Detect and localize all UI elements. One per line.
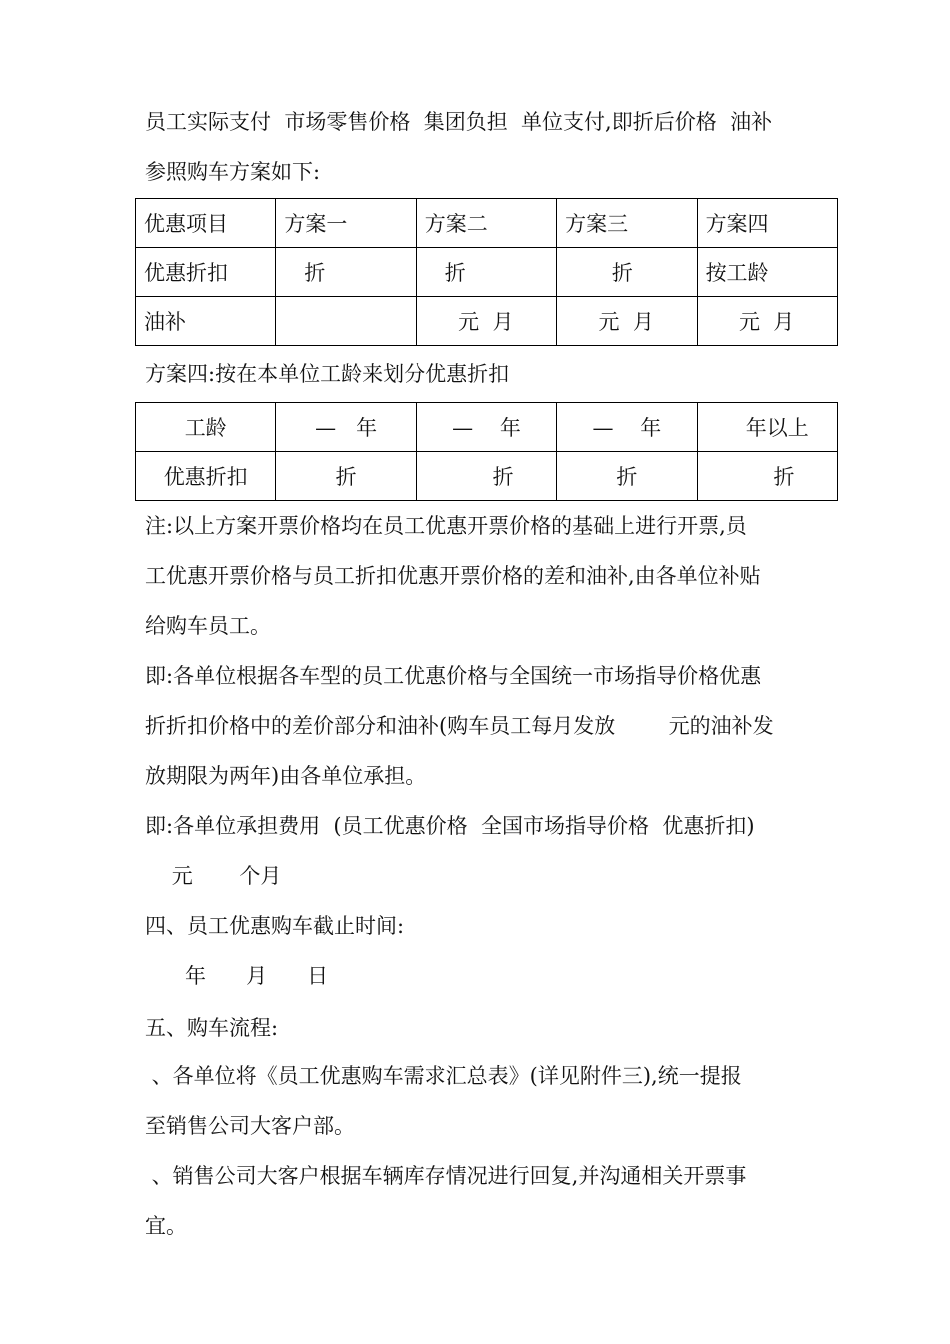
table-cell: 折 xyxy=(276,248,416,297)
note-line-3: 给购车员工。 xyxy=(145,614,271,638)
table-cell: 方案一 xyxy=(276,199,416,248)
table-cell: 方案二 xyxy=(416,199,556,248)
table-cell: — 年 xyxy=(276,403,416,452)
table-cell: 元 月 xyxy=(416,297,556,346)
table-cell: 按工龄 xyxy=(697,248,837,297)
table-cell: — 年 xyxy=(557,403,697,452)
table-cell: 折 xyxy=(697,452,837,501)
table-row xyxy=(136,248,838,297)
table-cell: 折 xyxy=(557,248,697,297)
table-cell: 元 月 xyxy=(697,297,837,346)
paragraph-line: 即:各单位承担费用 (员工优惠价格 全国市场指导价格 优惠折扣) xyxy=(145,814,755,838)
table-cell: 优惠折扣 xyxy=(136,248,276,297)
table-cell: — 年 xyxy=(416,403,556,452)
note-line-2: 工优惠开票价格与员工折扣优惠开票价格的差和油补,由各单位补贴 xyxy=(145,564,761,588)
process-step-1-cont: 至销售公司大客户部。 xyxy=(145,1114,355,1138)
table-row xyxy=(136,403,838,452)
paragraph-line: 放期限为两年)由各单位承担。 xyxy=(145,764,427,788)
table-cell: 年以上 xyxy=(697,403,837,452)
table-row xyxy=(136,297,838,346)
table-row xyxy=(136,452,838,501)
plan-table xyxy=(135,198,838,346)
paragraph-line: 折折扣价格中的差价部分和油补(购车员工每月发放 元的油补发 xyxy=(145,714,774,738)
process-step-2-cont: 宜。 xyxy=(145,1214,187,1238)
table-cell: 折 xyxy=(416,248,556,297)
paragraph-line: 元 个月 xyxy=(145,864,282,888)
intro-line-2: 参照购车方案如下: xyxy=(145,160,321,184)
paragraph-line: 即:各单位根据各车型的员工优惠价格与全国统一市场指导价格优惠 xyxy=(145,664,762,688)
table-cell: 元 月 xyxy=(557,297,697,346)
table-cell: 工龄 xyxy=(136,403,276,452)
table-cell: 油补 xyxy=(136,297,276,346)
table-cell: 方案三 xyxy=(557,199,697,248)
process-step-2: 、销售公司大客户根据车辆库存情况进行回复,并沟通相关开票事 xyxy=(145,1164,747,1188)
table-cell: 折 xyxy=(557,452,697,501)
table-cell: 折 xyxy=(276,452,416,501)
section-heading-4: 四、员工优惠购车截止时间: xyxy=(145,914,405,938)
table-cell xyxy=(276,297,416,346)
table-cell: 优惠折扣 xyxy=(136,452,276,501)
process-step-1: 、各单位将《员工优惠购车需求汇总表》(详见附件三),统一提报 xyxy=(145,1064,742,1088)
plan4-title: 方案四:按在本单位工龄来划分优惠折扣 xyxy=(145,362,510,386)
note-line-1: 注:以上方案开票价格均在员工优惠开票价格的基础上进行开票,员 xyxy=(145,514,747,538)
intro-line-1: 员工实际支付 市场零售价格 集团负担 单位支付,即折后价格 油补 xyxy=(145,110,773,134)
seniority-table xyxy=(135,402,838,501)
table-row xyxy=(136,199,838,248)
section-heading-5: 五、购车流程: xyxy=(145,1016,279,1040)
table-cell: 优惠项目 xyxy=(136,199,276,248)
table-cell: 方案四 xyxy=(697,199,837,248)
table-cell: 折 xyxy=(416,452,556,501)
deadline-date: 年 月 日 xyxy=(145,964,329,988)
